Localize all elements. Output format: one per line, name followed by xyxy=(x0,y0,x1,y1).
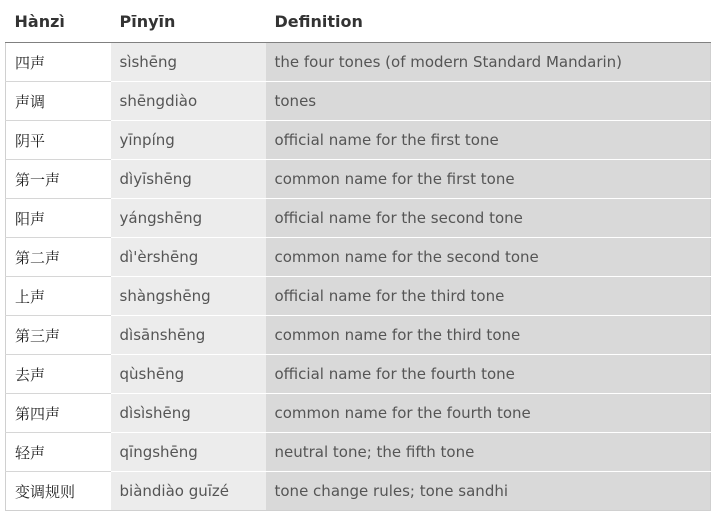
hanzi-cell: 轻声 xyxy=(6,433,111,472)
pinyin-cell: sìshēng xyxy=(111,43,266,82)
table-row xyxy=(6,472,711,511)
pinyin-cell: yángshēng xyxy=(111,199,266,238)
definition-cell: tone change rules; tone sandhi xyxy=(266,472,711,511)
pinyin-cell: shàngshēng xyxy=(111,277,266,316)
hanzi-cell: 去声 xyxy=(6,355,111,394)
table-row xyxy=(6,121,711,160)
definition-cell: common name for the fourth tone xyxy=(266,394,711,433)
hanzi-cell: 上声 xyxy=(6,277,111,316)
hanzi-cell: 第二声 xyxy=(6,238,111,277)
table-row xyxy=(6,199,711,238)
definition-cell: official name for the third tone xyxy=(266,277,711,316)
hanzi-cell: 阴平 xyxy=(6,121,111,160)
column-header-pinyin: Pīnyīn xyxy=(111,0,266,43)
pinyin-cell: shēngdiào xyxy=(111,82,266,121)
definition-cell: official name for the first tone xyxy=(266,121,711,160)
pinyin-cell: yīnpíng xyxy=(111,121,266,160)
definition-cell: official name for the fourth tone xyxy=(266,355,711,394)
table-row xyxy=(6,394,711,433)
table-row xyxy=(6,277,711,316)
table-row xyxy=(6,433,711,472)
definition-cell: common name for the second tone xyxy=(266,238,711,277)
pinyin-cell: dìyīshēng xyxy=(111,160,266,199)
pinyin-cell: dìsānshēng xyxy=(111,316,266,355)
table-row xyxy=(6,43,711,82)
pinyin-cell: biàndiào guīzé xyxy=(111,472,266,511)
definition-cell: official name for the second tone xyxy=(266,199,711,238)
definition-cell: neutral tone; the fifth tone xyxy=(266,433,711,472)
pinyin-cell: qùshēng xyxy=(111,355,266,394)
hanzi-cell: 声调 xyxy=(6,82,111,121)
table-row xyxy=(6,355,711,394)
pinyin-cell: dìsìshēng xyxy=(111,394,266,433)
hanzi-cell: 变调规则 xyxy=(6,472,111,511)
table-row xyxy=(6,82,711,121)
definition-cell: common name for the third tone xyxy=(266,316,711,355)
definition-cell: the four tones (of modern Standard Mandarin) xyxy=(266,43,711,82)
pinyin-cell: dì'èrshēng xyxy=(111,238,266,277)
table-body xyxy=(6,43,711,511)
hanzi-cell: 四声 xyxy=(6,43,111,82)
definition-cell: common name for the first tone xyxy=(266,160,711,199)
definition-cell: tones xyxy=(266,82,711,121)
hanzi-cell: 第三声 xyxy=(6,316,111,355)
table-row xyxy=(6,160,711,199)
hanzi-cell: 阳声 xyxy=(6,199,111,238)
pinyin-cell: qīngshēng xyxy=(111,433,266,472)
tones-vocabulary-table xyxy=(5,0,711,511)
hanzi-cell: 第四声 xyxy=(6,394,111,433)
column-header-definition: Definition xyxy=(266,0,711,43)
table-header-row xyxy=(6,0,711,43)
column-header-hanzi: Hànzì xyxy=(6,0,111,43)
hanzi-cell: 第一声 xyxy=(6,160,111,199)
table-row xyxy=(6,316,711,355)
table-row xyxy=(6,238,711,277)
